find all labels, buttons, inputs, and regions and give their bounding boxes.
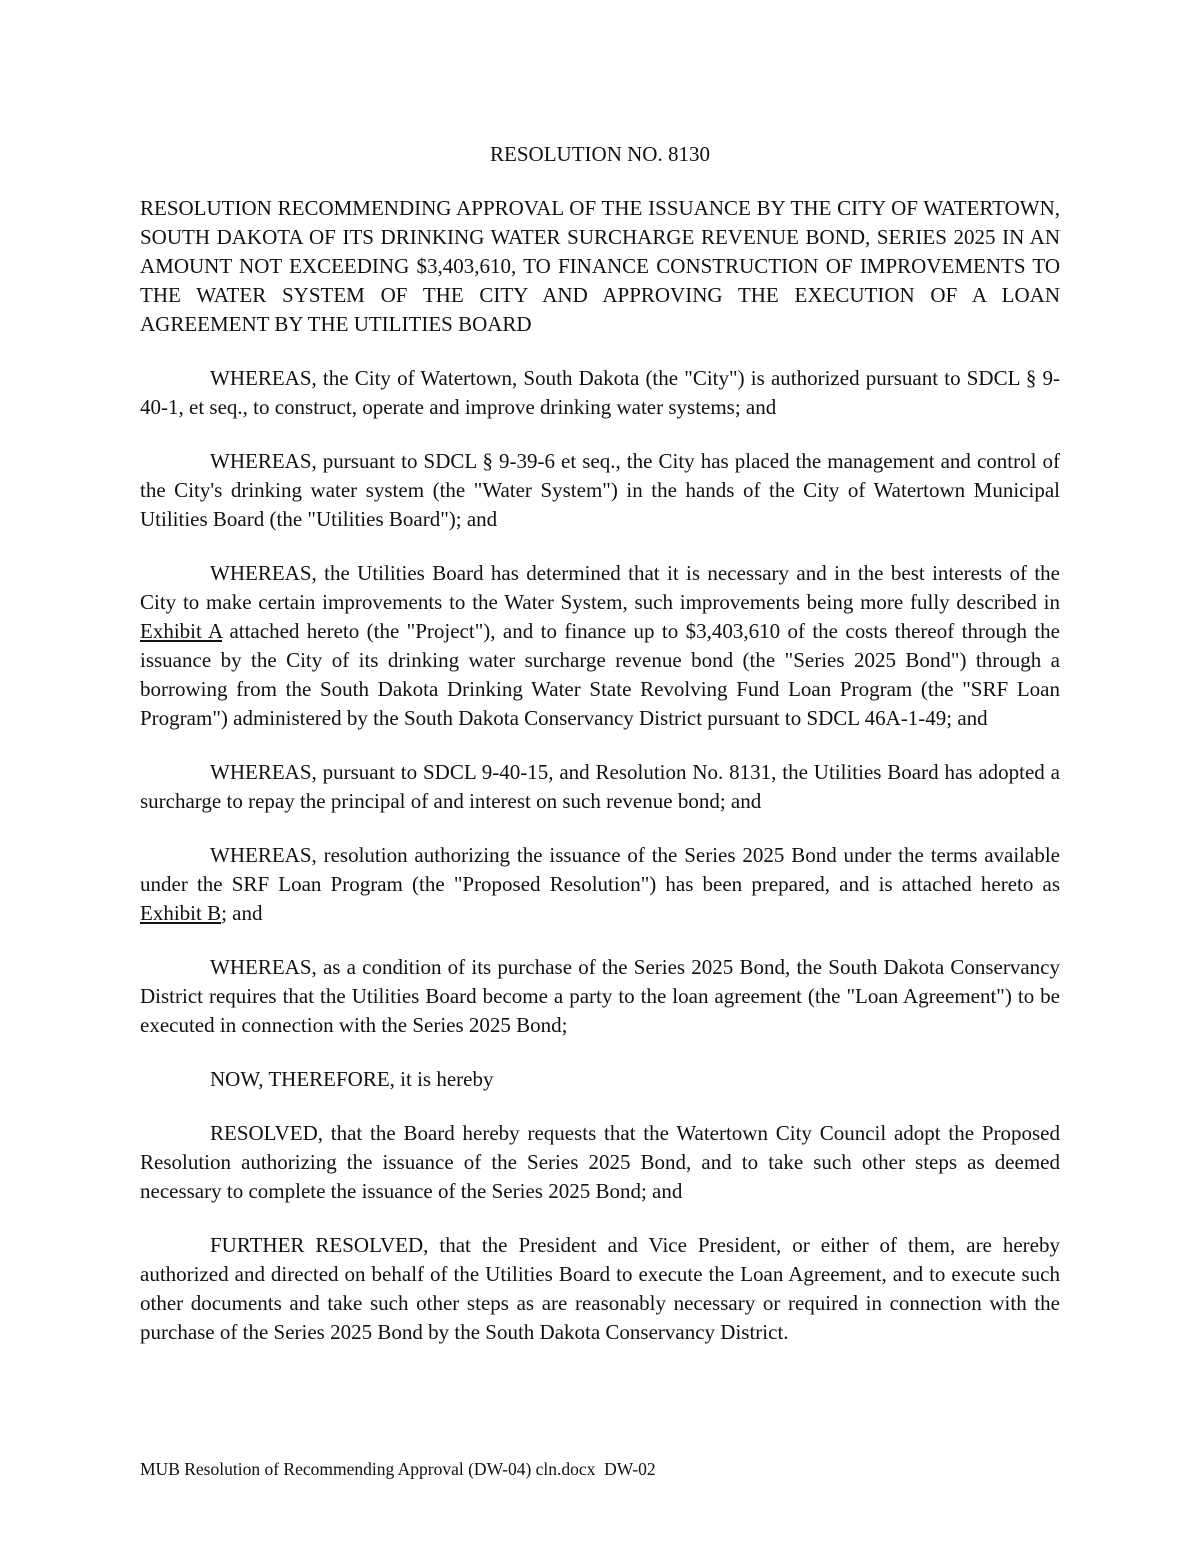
now-therefore-paragraph: NOW, THEREFORE, it is hereby <box>210 1067 494 1091</box>
whereas-paragraph-3 <box>140 559 1060 733</box>
whereas-paragraph-5 <box>140 841 1060 928</box>
heading-paragraph: RESOLUTION RECOMMENDING APPROVAL OF THE ISSUANCE BY THE CITY OF WATERTOWN, SOUTH DAKOTA OF ITS DRINKING WATER SURCHARGE REVENUE BOND, SERIES 2025 IN AN AMOUNT NOT EXCEEDING $3,403,610, TO FINANCE CONSTRUCTION OF IMPROVEMENTS TO THE WATER SYSTEM OF THE CITY AND APPROVING THE EXECUTION OF A LOAN AGREEMENT BY THE UTILITIES BOARD <box>140 196 1060 336</box>
whereas-paragraph-1: WHEREAS, the City of Watertown, South Dakota (the "City") is authorized pursuant to SDCL § 9-40-1, et seq., to construct, operate and improve drinking water systems; and <box>140 366 1060 419</box>
whereas-5-text-pre: WHEREAS, resolution authorizing the issuance of the Series 2025 Bond under the terms available under the SRF Loan Program (the "Proposed Resolution") has been prepared, and is attached hereto as <box>140 843 1060 896</box>
exhibit-a-reference: Exhibit A <box>140 619 223 643</box>
whereas-3-text-pre: WHEREAS, the Utilities Board has determined that it is necessary and in the best interests of the City to make certain improvements to the Water System, such improvements being more fully described in <box>140 561 1060 614</box>
resolution-title: RESOLUTION NO. 8130 <box>490 142 710 166</box>
whereas-paragraph-4: WHEREAS, pursuant to SDCL 9-40-15, and Resolution No. 8131, the Utilities Board has adopted a surcharge to repay the principal of and interest on such revenue bond; and <box>140 760 1060 813</box>
whereas-paragraph-2: WHEREAS, pursuant to SDCL § 9-39-6 et seq., the City has placed the management and control of the City's drinking water system (the "Water System") in the hands of the City of Watertown Municipal Utilities Board (the "Utilities Board"); and <box>140 449 1060 531</box>
whereas-3-text-post: attached hereto (the "Project"), and to finance up to $3,403,610 of the costs thereof through the issuance by the City of its drinking water surcharge revenue bond (the "Series 2025 Bond") through a borrowing from the South Dakota Drinking Water State Revolving Fund Loan Program (the "SRF Loan Program") administered by the South Dakota Conservancy District pursuant to SDCL 46A-1-49; and <box>140 619 1060 730</box>
exhibit-b-reference: Exhibit B <box>140 901 222 925</box>
whereas-5-text-post: ; and <box>221 901 263 925</box>
further-resolved-paragraph: FURTHER RESOLVED, that the President and Vice President, or either of them, are hereby authorized and directed on behalf of the Utilities Board to execute the Loan Agreement, and to execute such other documents and take such other steps as are reasonably necessary or required in connection with the purchase of the Series 2025 Bond by the South Dakota Conservancy District. <box>140 1233 1060 1344</box>
document-footer: MUB Resolution of Recommending Approval (DW-04) cln.docx DW-02 <box>140 1459 656 1479</box>
resolved-paragraph: RESOLVED, that the Board hereby requests that the Watertown City Council adopt the Proposed Resolution authorizing the issuance of the Series 2025 Bond, and to take such other steps as deemed necessary to complete the issuance of the Series 2025 Bond; and <box>140 1121 1060 1203</box>
whereas-paragraph-6: WHEREAS, as a condition of its purchase of the Series 2025 Bond, the South Dakota Conservancy District requires that the Utilities Board become a party to the loan agreement (the "Loan Agreement") to be executed in connection with the Series 2025 Bond; <box>140 955 1060 1037</box>
